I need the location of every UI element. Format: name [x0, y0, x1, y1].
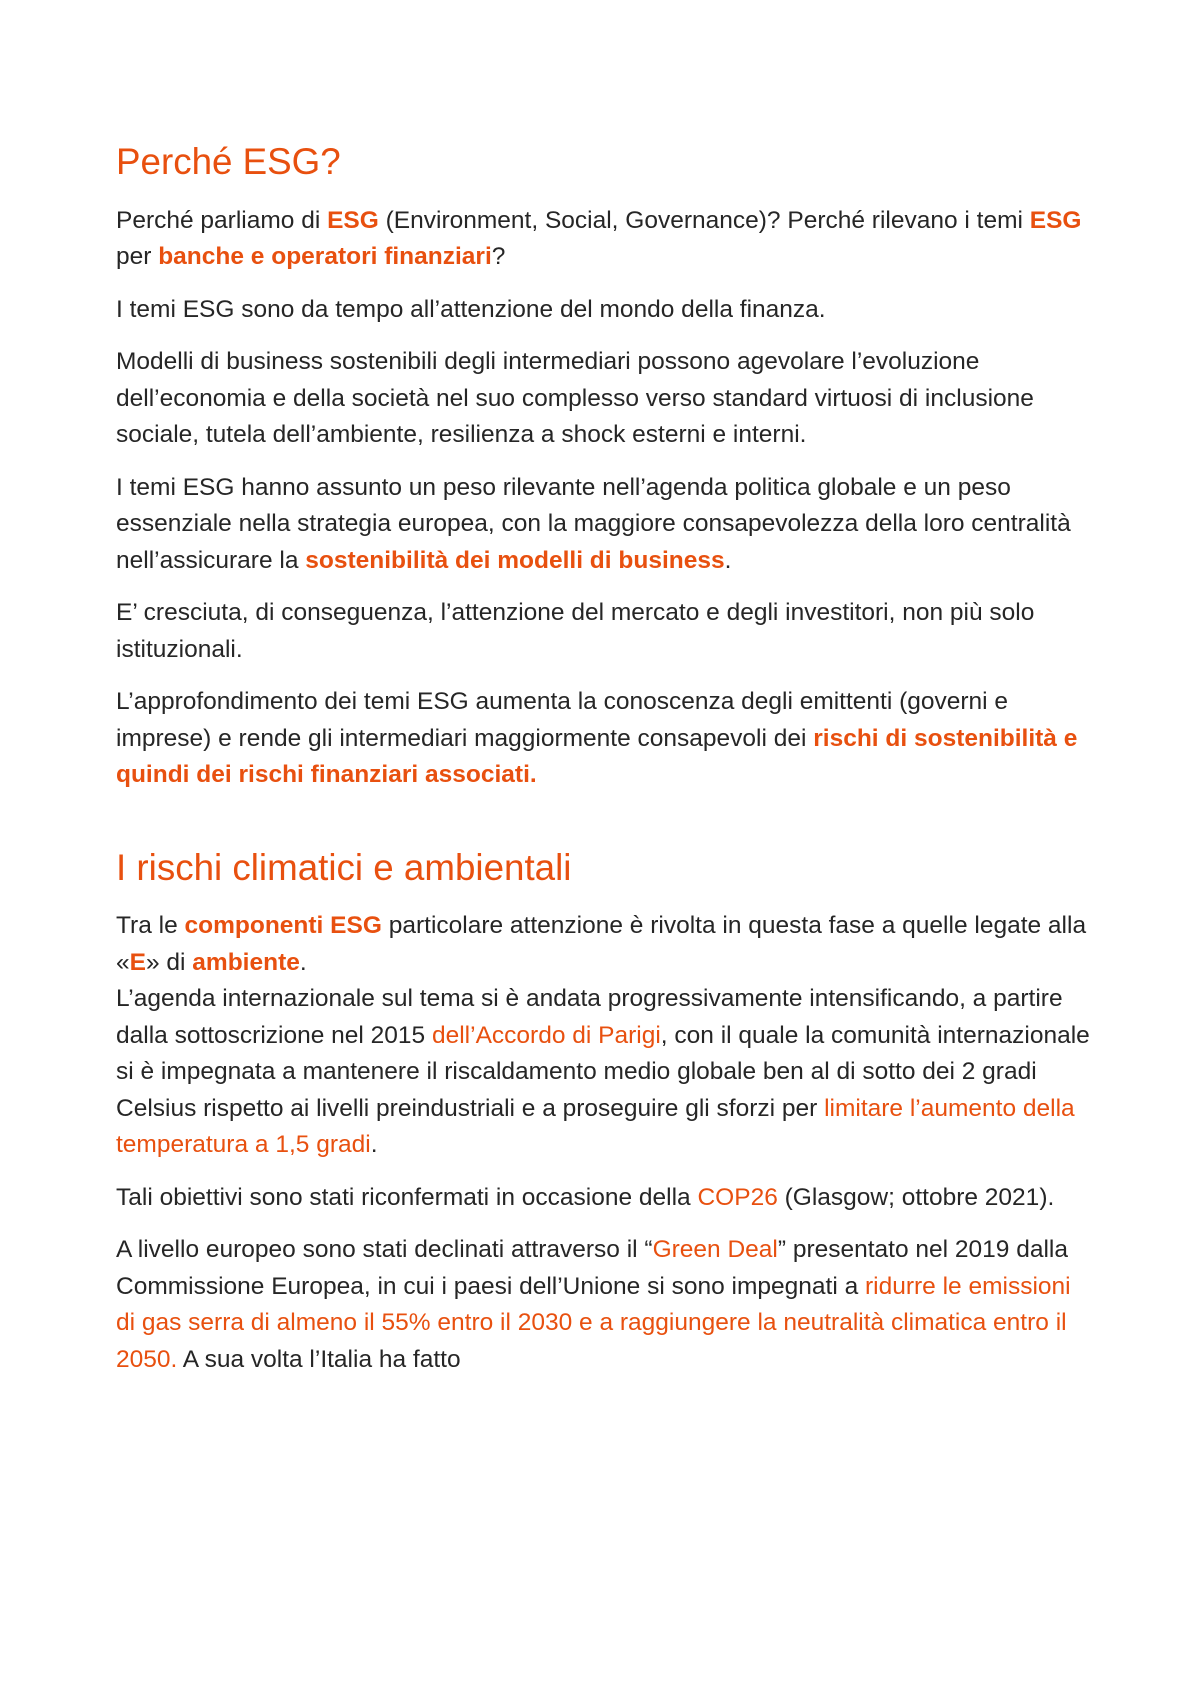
text-run: per — [116, 243, 159, 270]
paragraph-cop26 — [116, 1180, 1096, 1217]
paragraph-green-deal — [116, 1232, 1096, 1378]
paragraph-modelli-business: Modelli di business sostenibili degli intermediari possono agevolare l’evoluzione dell’economia e della società nel suo complesso verso standard virtuosi di inclusione sociale, tutela dell’ambiente, resilienza a shock esterni e interni. — [116, 348, 1034, 448]
text-run: Perché parliamo di — [116, 206, 328, 234]
text-run: . — [724, 546, 732, 574]
text-run: . — [299, 948, 307, 976]
highlight-banche: banche e operatori finanziari — [158, 243, 492, 270]
paragraph-intro-question — [116, 203, 1096, 276]
paragraph-componenti-esg — [116, 908, 1096, 981]
document-page — [116, 141, 1096, 1378]
text-run: Tra le — [116, 912, 185, 939]
paragraph-approfondimento — [116, 684, 1096, 794]
text-run: ? — [491, 243, 506, 270]
highlight-ambiente: ambiente — [192, 948, 300, 976]
text-run: A sua volta l’Italia ha fatto — [177, 1345, 461, 1373]
highlight-componenti: componenti ESG — [184, 912, 382, 939]
highlight-temperatura: limitare l’aumento della temperatura a 1,5 gradi — [116, 1094, 1075, 1158]
section-heading-rischi-climatici: I rischi climatici e ambientali — [116, 846, 572, 888]
text-run: I temi ESG hanno assunto un peso rilevante nell’agenda politica globale e un peso essenziale nella strategia europea, con la maggiore consapevolezza della loro centralità nell’assicurare la — [116, 473, 1071, 574]
text-run: L’approfondimento dei temi ESG aumenta la conoscenza degli emittenti (governi e imprese) e rende gli intermediari maggiormente consapevoli dei — [116, 688, 1009, 752]
paragraph-finanza: I temi ESG sono da tempo all’attenzione del mondo della finanza. — [116, 295, 826, 323]
highlight-e: E — [129, 948, 146, 976]
text-run: . — [370, 1131, 378, 1158]
highlight-rischi: rischi di sostenibilità e quindi dei rischi finanziari associati. — [116, 724, 1078, 788]
text-run: L’agenda internazionale sul tema si è andata progressivamente intensificando, a partire dalla sottoscrizione nel 2015 — [116, 985, 1063, 1049]
text-run: Tali obiettivi sono stati riconfermati in occasione della — [116, 1183, 698, 1211]
highlight-accordo-parigi: dell’Accordo di Parigi — [431, 1021, 661, 1049]
text-run: A livello europeo sono stati declinati attraverso il “ — [116, 1236, 653, 1263]
text-run: particolare attenzione è rivolta in questa fase a quelle legate alla « — [116, 912, 1087, 976]
text-run: » di — [145, 948, 193, 976]
highlight-cop26: COP26 — [697, 1183, 778, 1211]
highlight-emissioni: ridurre le emissioni di gas serra di almeno il 55% entro il 2030 e a raggiungere la neutralità climatica entro il 2050. — [116, 1272, 1071, 1373]
section-heading-perche-esg: Perché ESG? — [116, 141, 341, 182]
text-run: , con il quale la comunità internazionale si è impegnata a mantenere il riscaldamento medio globale ben al di sotto dei 2 gradi Celsius rispetto ai livelli preindustriali e a proseguire gli sforzi per — [116, 1021, 1090, 1122]
highlight-green-deal: Green Deal — [652, 1236, 778, 1263]
text-run: ” presentato nel 2019 dalla Commissione Europea, in cui i paesi dell’Unione si sono impegnati a — [116, 1236, 1068, 1300]
highlight-esg: ESG — [327, 206, 379, 234]
paragraph-mercato: E’ cresciuta, di conseguenza, l’attenzione del mercato e degli investitori, non più solo istituzionali. — [116, 599, 1035, 663]
paragraph-agenda-internazionale — [116, 981, 1096, 1164]
text-run: (Glasgow; ottobre 2021). — [777, 1183, 1055, 1211]
highlight-sostenibilita: sostenibilità dei modelli di business — [305, 546, 725, 574]
highlight-esg: ESG — [1029, 206, 1082, 234]
text-run: (Environment, Social, Governance)? Perché rilevano i temi — [378, 206, 1030, 234]
paragraph-agenda-politica — [116, 470, 1096, 580]
